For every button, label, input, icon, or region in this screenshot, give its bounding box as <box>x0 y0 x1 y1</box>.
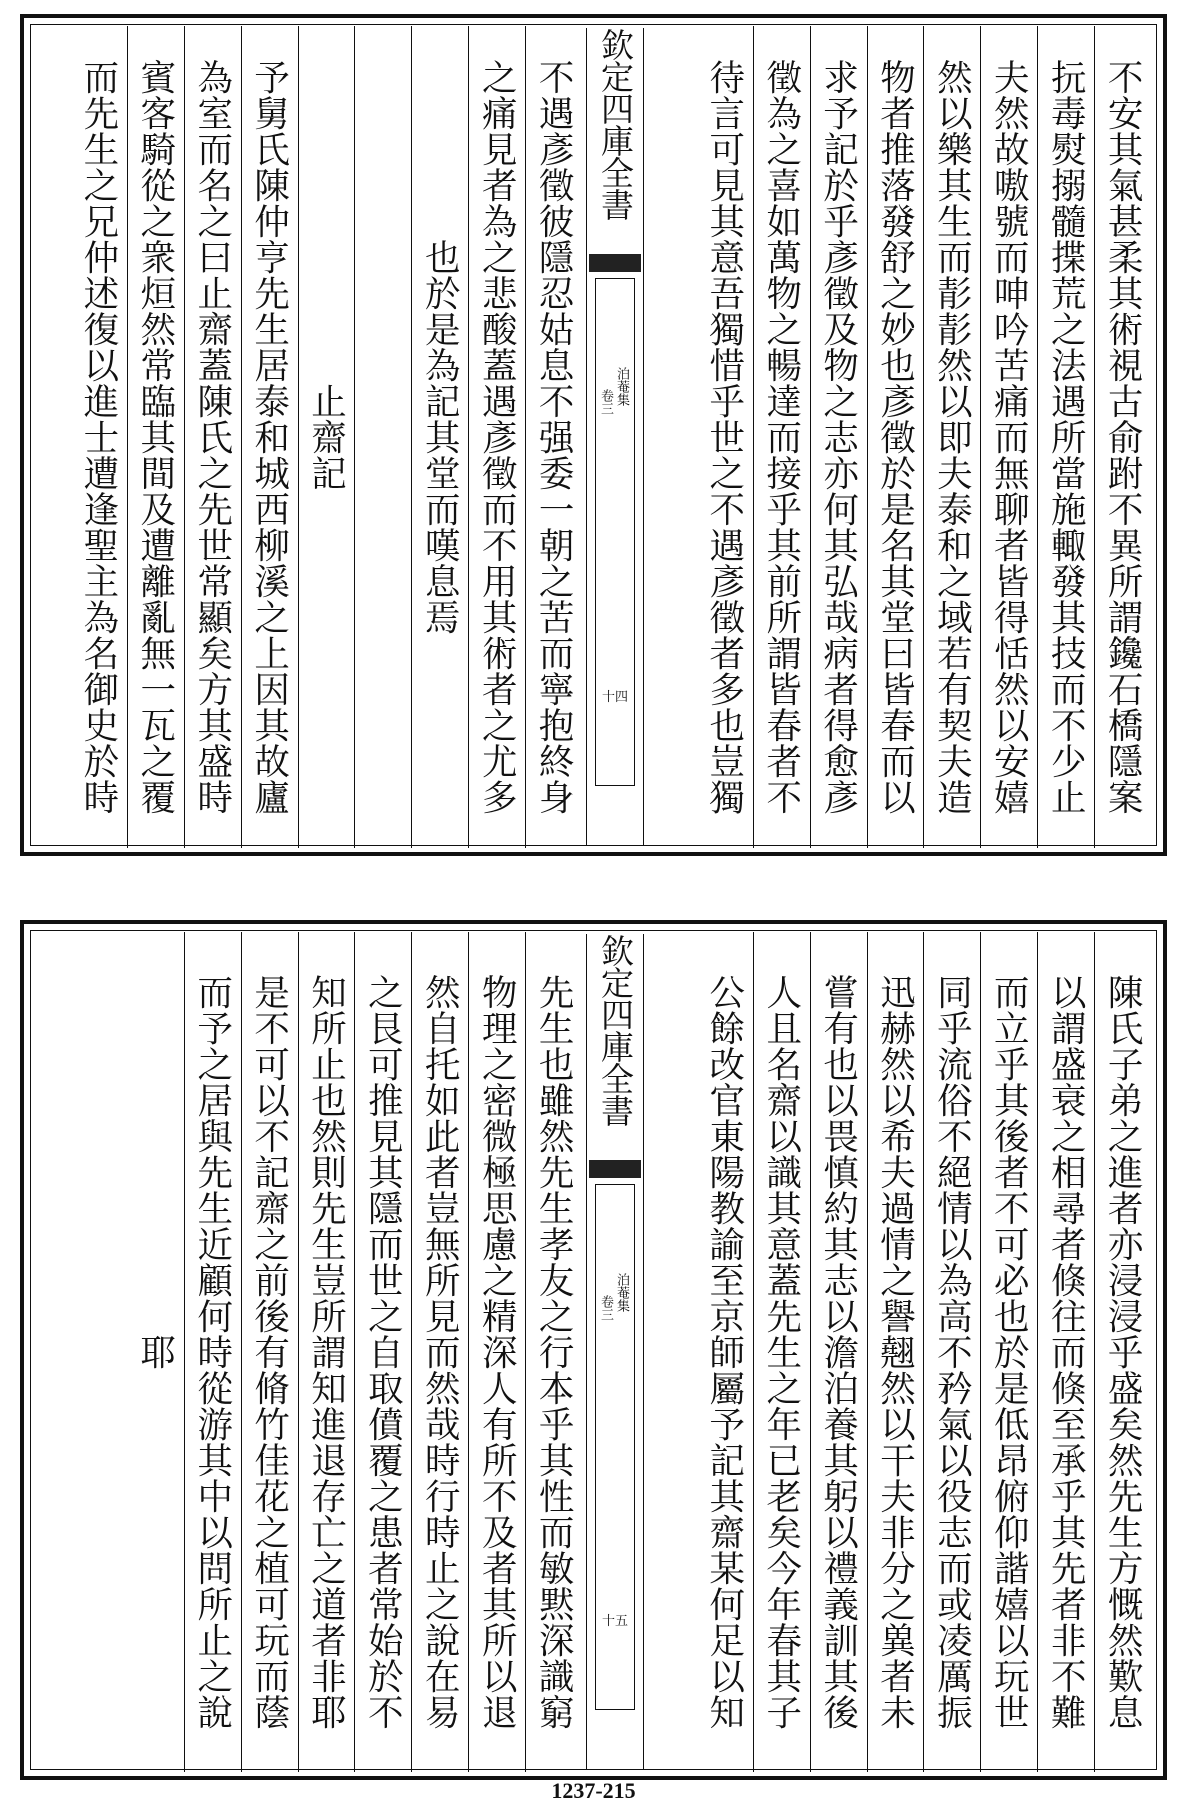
blank-column <box>357 28 407 846</box>
text-column: 迅赫然以希夫過情之譽翹然以干夫非分之兾者未 <box>874 974 916 1730</box>
column-rule <box>753 932 754 1772</box>
text-column: 陳氏子弟之進者亦浸浸乎盛矣然先生方慨然歎息 <box>1102 974 1144 1730</box>
text-column: 然以樂其生而𩇕𩇕然以即夫泰和之域若有契夫造 <box>931 59 973 815</box>
volume-number: 卷三 <box>598 389 613 415</box>
text-column: 止齋記 <box>305 383 347 491</box>
text-column: 也於是為記其堂而嘆息焉 <box>419 239 461 635</box>
text-column: 耶 <box>134 1334 176 1370</box>
column-rule <box>127 26 128 848</box>
column-rule <box>184 932 185 1772</box>
text-column: 物者推落發舒之妙也彥徵於是名其堂曰皆春而以 <box>874 59 916 815</box>
header-title: 欽定四庫全書 <box>596 28 635 220</box>
text-column: 而立乎其後者不可必也於是低昂俯仰諧嬉以玩世 <box>988 974 1030 1730</box>
text-column: 先生也雖然先生孝友之行本乎其性而敏黙深識窮 <box>533 974 575 1730</box>
book-title: 泊菴集 <box>614 367 629 406</box>
center-frame <box>595 278 635 786</box>
text-column: 予舅氏陳仲亨先生居泰和城西柳溪之上因其故廬 <box>248 59 290 815</box>
column-rule <box>810 932 811 1772</box>
fishtail-band <box>589 254 641 272</box>
text-column: 為室而名之曰止齋蓋陳氏之先世常顯矣方其盛時 <box>191 59 233 815</box>
column-rule <box>241 26 242 848</box>
column-rule <box>980 26 981 848</box>
bottom-page <box>20 920 1167 1780</box>
column-rule <box>923 26 924 848</box>
page-footer-number: 1237-215 <box>551 1778 636 1803</box>
text-column: 嘗有也以畏慎約其志以澹泊養其躬以禮義訓其後 <box>817 974 859 1730</box>
center-frame <box>595 1184 635 1710</box>
column-rule <box>354 26 355 848</box>
column-rule <box>753 26 754 848</box>
column-rule <box>468 26 469 848</box>
column-rule <box>867 932 868 1772</box>
column-rule <box>1094 932 1095 1772</box>
text-column: 夫然故嗷號而呻吟苦痛而無聊者皆得恬然以安嬉 <box>988 59 1030 815</box>
volume-number: 卷三 <box>598 1295 613 1321</box>
text-column: 之艮可推見其隱而世之自取僨覆之患者常始於不 <box>362 974 404 1730</box>
text-column: 人且名齋以識其意蓋先生之年已老矣今年春其子 <box>760 974 802 1730</box>
text-column: 而先生之兄仲述復以進士遭逢聖主為名御史於時 <box>77 59 119 815</box>
center-fold-strip <box>586 28 644 846</box>
column-rule <box>980 932 981 1772</box>
text-column: 不安其氣甚柔其術視古俞跗不異所謂鑱石橋隱案 <box>1102 59 1144 815</box>
column-rule <box>1037 932 1038 1772</box>
column-rule <box>298 932 299 1772</box>
text-column: 待言可見其意吾獨惜乎世之不遇彥徵者多也豈獨 <box>703 59 745 815</box>
header-title: 欽定四庫全書 <box>596 934 635 1126</box>
text-column: 賓客騎從之衆烜然常臨其間及遭離亂無一瓦之覆 <box>134 59 176 815</box>
text-column: 物理之密微極思慮之精深人有所不及者其所以退 <box>476 974 518 1730</box>
text-column: 同乎流俗不絕情以為高不矜氣以役志而或凌厲振 <box>931 974 973 1730</box>
column-rule <box>923 932 924 1772</box>
book-title: 泊菴集 <box>614 1273 629 1312</box>
text-column: 然自托如此者豈無所見而然哉時行時止之說在易 <box>419 974 461 1730</box>
text-column: 而予之居與先生近顧何時從游其中以問所止之說 <box>191 974 233 1730</box>
column-rule <box>184 26 185 848</box>
text-column: 知所止也然則先生豈所謂知進退存亡之道者非耶 <box>305 974 347 1730</box>
column-rule <box>298 26 299 848</box>
text-column: 以謂盛衰之相尋者倏往而倏至承乎其先者非不難 <box>1045 974 1087 1730</box>
text-column: 徵為之喜如萬物之暢達而接乎其前所謂皆春者不 <box>760 59 802 815</box>
fishtail-band <box>589 1160 641 1178</box>
text-column: 抏毒熨搦髓揲荒之法遇所當施輙發其技而不少止 <box>1045 59 1087 815</box>
text-column: 求予記於乎彥徵及物之志亦何其弘哉病者得愈彥 <box>817 59 859 815</box>
column-rule <box>241 932 242 1772</box>
column-rule <box>867 26 868 848</box>
column-rule <box>525 26 526 848</box>
leaf-number: 十四 <box>601 690 628 705</box>
top-page <box>20 14 1167 856</box>
center-fold-strip <box>586 934 644 1770</box>
column-rule <box>354 932 355 1772</box>
text-column: 不遇彥徵彼隱忍姑息不强委一朝之苦而寧抱終身 <box>533 59 575 815</box>
column-rule <box>411 932 412 1772</box>
column-rule <box>468 932 469 1772</box>
column-rule <box>1094 26 1095 848</box>
column-rule <box>1037 26 1038 848</box>
column-rule <box>525 932 526 1772</box>
column-rule <box>411 26 412 848</box>
column-rule <box>810 26 811 848</box>
leaf-number: 十五 <box>601 1614 628 1629</box>
text-column: 公餘改官東陽教諭至京師屬予記其齋某何足以知 <box>703 974 745 1730</box>
text-column: 是不可以不記齋之前後有脩竹佳花之植可玩而蔭 <box>248 974 290 1730</box>
text-column: 之痛見者為之悲酸蓋遇彥徵而不用其術者之尤多 <box>476 59 518 815</box>
